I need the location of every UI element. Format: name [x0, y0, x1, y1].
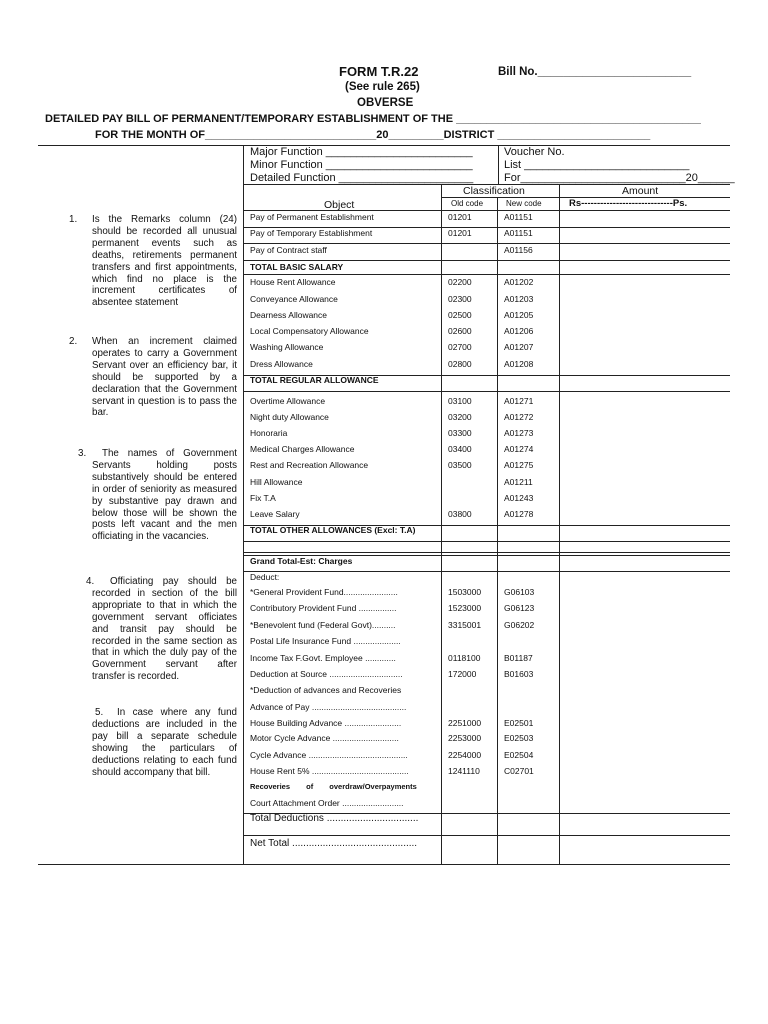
rule-reference: (See rule 265) — [345, 81, 420, 93]
function-divider — [498, 145, 499, 185]
row-object: Grand Total-Est: Charges — [250, 556, 353, 566]
row-object: Postal Life Insurance Fund .................... — [250, 636, 401, 646]
row-object: Recoveries of overdraw/Overpayments — [250, 782, 417, 791]
row-object: Night duty Allowance — [250, 412, 329, 422]
rs-ps-header: Rs-----------------------------Ps. — [569, 198, 688, 209]
row-new-code: G06202 — [504, 620, 535, 630]
amount-left-border — [559, 184, 560, 864]
row-object: Court Attachment Order .......................... — [250, 798, 404, 808]
row-object: Motor Cycle Advance ............................ — [250, 733, 399, 743]
row-object: Local Compensatory Allowance — [250, 326, 369, 336]
row-object: Income Tax F.Govt. Employee ............. — [250, 653, 396, 663]
row-old-code: 2251000 — [448, 718, 482, 728]
row-old-code: 2253000 — [448, 733, 482, 743]
row-object: Honoraria — [250, 428, 288, 438]
row-new-code: A01151 — [504, 212, 533, 222]
form-title: FORM T.R.22 — [339, 64, 419, 79]
row-new-code: A01243 — [504, 493, 534, 503]
row-new-code: A01151 — [504, 228, 533, 238]
row-object: Pay of Temporary Establishment — [250, 228, 373, 238]
remark-text: When an increment claimed operates to carry a Government Servant over an efficiency bar, it should be supported by a declaration that the Government servant in question is to pass the bar. — [92, 336, 237, 419]
row-new-code: C02701 — [504, 766, 534, 776]
row-old-code: 02700 — [448, 342, 472, 352]
remark-number: 4. — [86, 576, 95, 587]
row-object: TOTAL OTHER ALLOWANCES (Excl: T.A) — [250, 525, 416, 535]
row-object: Hill Allowance — [250, 477, 303, 487]
object-header: Object — [324, 199, 355, 211]
row-old-code: 03300 — [448, 428, 472, 438]
row-object: Cycle Advance .......................................... — [250, 750, 408, 760]
remark-number: 1. — [69, 214, 78, 225]
minor-function-field[interactable]: Minor Function ________________________ — [250, 159, 473, 171]
row-new-code: A01208 — [504, 359, 534, 369]
row-object: Leave Salary — [250, 509, 300, 519]
row-new-code: A01275 — [504, 460, 534, 470]
row-old-code: 1503000 — [448, 587, 482, 597]
row-object: Dress Allowance — [250, 359, 313, 369]
new-code-left-border — [497, 197, 498, 864]
header-bottom-rule — [243, 210, 730, 211]
row-object: Pay of Permanent Establishment — [250, 212, 374, 222]
row-old-code: 02600 — [448, 326, 472, 336]
row-object: Conveyance Allowance — [250, 294, 338, 304]
row-old-code: 2254000 — [448, 750, 482, 760]
row-old-code: 01201 — [448, 212, 472, 222]
row-object: House Rent Allowance — [250, 277, 336, 287]
row-object: Contributory Provident Fund ................ — [250, 603, 397, 613]
row-object: Washing Allowance — [250, 342, 324, 352]
row-object: Pay of Contract staff — [250, 245, 327, 255]
row-old-code: 03500 — [448, 460, 472, 470]
new-code-header: New code — [506, 199, 542, 208]
row-new-code: A01272 — [504, 412, 534, 422]
remark-text: Is the Remarks column (24) should be recorded all unusual permanent events such as deaths, retirements permanent transfers and first appointments, which find no place is the increment certificates of absentee statement — [92, 214, 237, 309]
row-object: Fix T.A — [250, 493, 276, 503]
remark-text: In case where any fund deductions are included in the pay bill a separate schedule showing the particulars of deductions relating to each fund should accompany that bill. — [92, 707, 237, 778]
row-old-code: 02800 — [448, 359, 472, 369]
row-new-code: G06103 — [504, 587, 535, 597]
row-old-code: 02500 — [448, 310, 472, 320]
row-rule — [243, 391, 730, 392]
row-rule — [243, 835, 730, 836]
row-new-code: E02503 — [504, 733, 534, 743]
row-old-code: 1523000 — [448, 603, 482, 613]
row-rule — [243, 243, 730, 244]
row-object: TOTAL BASIC SALARY — [250, 262, 344, 272]
row-object: TOTAL REGULAR ALLOWANCE — [250, 375, 379, 385]
row-new-code: A01274 — [504, 444, 534, 454]
row-new-code: A01211 — [504, 477, 533, 487]
bill-no-field[interactable]: Bill No.________________________ — [498, 66, 692, 78]
row-object: Deduction at Source ............................... — [250, 669, 403, 679]
old-code-header: Old code — [451, 199, 484, 208]
row-rule — [243, 260, 730, 261]
remark-number: 5. — [95, 707, 104, 718]
row-new-code: A01207 — [504, 342, 534, 352]
row-old-code: 03100 — [448, 396, 472, 406]
row-object: Overtime Allowance — [250, 396, 326, 406]
row-object: Total Deductions ................................. — [250, 813, 419, 824]
row-new-code: B01187 — [504, 653, 533, 663]
row-new-code: A01156 — [504, 245, 533, 255]
row-new-code: E02504 — [504, 750, 534, 760]
row-old-code: 0118100 — [448, 653, 481, 663]
row-object: Deduct: — [250, 572, 280, 582]
month-district-line[interactable]: FOR THE MONTH OF____________________________20_________DISTRICT _________________________ — [95, 129, 651, 141]
row-old-code: 03800 — [448, 509, 472, 519]
voucher-no-label[interactable]: Voucher No. — [504, 146, 565, 158]
row-object: Medical Charges Allowance — [250, 444, 355, 454]
row-old-code: 02200 — [448, 277, 472, 287]
object-left-border — [243, 145, 244, 865]
row-rule — [243, 571, 730, 572]
row-new-code: A01206 — [504, 326, 534, 336]
row-object: Advance of Pay ........................................ — [250, 702, 407, 712]
row-object: House Rent 5% ......................................... — [250, 766, 409, 776]
row-object: *Deduction of advances and Recoveries — [250, 685, 402, 695]
row-new-code: A01205 — [504, 310, 534, 320]
for-field[interactable]: For___________________________20______ — [504, 172, 735, 184]
row-new-code: A01202 — [504, 277, 534, 287]
row-object: *Benevolent fund (Federal Govt).......... — [250, 620, 396, 630]
obverse-label: OBVERSE — [357, 97, 414, 109]
major-function-field[interactable]: Major Function ________________________ — [250, 146, 473, 158]
bottom-rule — [38, 864, 730, 865]
list-field[interactable]: List ___________________________ — [504, 159, 690, 171]
remark-number: 2. — [69, 336, 78, 347]
row-old-code: 03200 — [448, 412, 472, 422]
row-object: Net Total ............................................. — [250, 838, 418, 849]
row-old-code: 03400 — [448, 444, 472, 454]
row-old-code: 01201 — [448, 228, 472, 238]
row-old-code: 02300 — [448, 294, 472, 304]
detailed-function-field[interactable]: Detailed Function ______________________ — [250, 172, 474, 184]
row-new-code: A01273 — [504, 428, 534, 438]
row-new-code: B01603 — [504, 669, 534, 679]
row-new-code: A01278 — [504, 509, 534, 519]
row-new-code: A01271 — [504, 396, 534, 406]
row-rule — [243, 552, 730, 553]
amount-header: Amount — [622, 185, 659, 197]
row-old-code: 1241110 — [448, 766, 480, 776]
establishment-line[interactable]: DETAILED PAY BILL OF PERMANENT/TEMPORARY ESTABLISHMENT OF THE ________________________________________ — [45, 113, 701, 125]
row-new-code: E02501 — [504, 718, 534, 728]
row-new-code: A01203 — [504, 294, 534, 304]
remark-text: The names of Government Servants holding posts substantively should be entered in order of seniority as measured by substantive pay drawn and below those will be shown the posts left vacant and the men officiating in the vacancies. — [92, 448, 237, 543]
row-rule — [243, 541, 730, 542]
row-object: Dearness Allowance — [250, 310, 328, 320]
row-old-code: 3315001 — [448, 620, 482, 630]
row-object: House Building Advance ........................ — [250, 718, 402, 728]
classification-header: Classification — [463, 185, 525, 197]
remark-number: 3. — [78, 448, 87, 459]
row-object: Rest and Recreation Allowance — [250, 460, 369, 470]
row-rule — [243, 274, 730, 275]
row-new-code: G06123 — [504, 603, 535, 613]
row-old-code: 172000 — [448, 669, 477, 679]
old-code-left-border — [441, 184, 442, 864]
row-object: *General Provident Fund....................... — [250, 587, 398, 597]
remark-text: Officiating pay should be recorded in section of the bill appropriate to that in which the government servant officiates and transit pay should be recorded in the same section as that in which the duly pay of the Government servant after transfer is recorded. — [92, 576, 237, 683]
